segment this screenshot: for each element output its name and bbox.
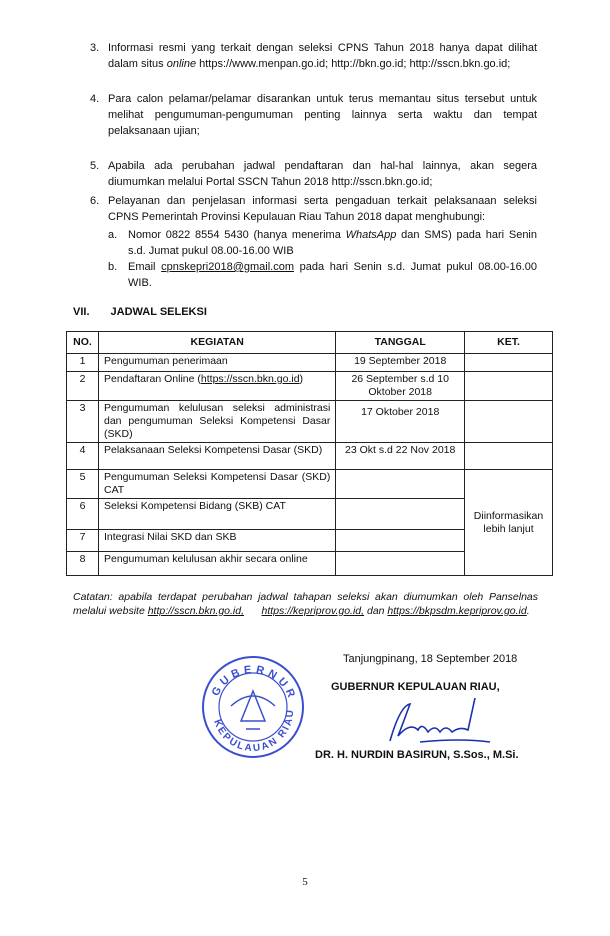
cell-no: 5	[67, 470, 99, 499]
header-no: NO.	[67, 332, 99, 354]
cell-ket	[465, 372, 553, 401]
cell-no: 7	[67, 530, 99, 552]
bkpsdm-link[interactable]: https://bkpsdm.kepriprov.go.id	[387, 605, 527, 617]
cell-kegiatan: Pengumuman kelulusan akhir secara online	[98, 552, 335, 576]
item-text: Apabila ada perubahan jadwal pendaftaran dan hal-hal lainnya, akan segera diumumkan melalui Portal SSCN Tahun 2018 http://sscn.bkn.go.id;	[108, 160, 537, 188]
list-item-6	[90, 193, 537, 291]
signature-block	[66, 652, 553, 772]
note-text: .	[526, 605, 530, 617]
cell-no: 3	[67, 401, 99, 443]
cell-kegiatan	[98, 372, 335, 401]
list-item-5	[90, 158, 537, 190]
item-number: 4.	[90, 93, 100, 105]
header-tanggal: TANGGAL	[336, 332, 465, 354]
signatory-title: GUBERNUR KEPULAUAN RIAU,	[331, 681, 500, 693]
item-text: https://www.menpan.go.id; http://bkn.go.id; http://sscn.bkn.go.id;	[196, 58, 511, 70]
cell-tanggal: 19 September 2018	[336, 354, 465, 372]
cell-tanggal	[336, 552, 465, 576]
cell-kegiatan: Integrasi Nilai SKD dan SKB	[98, 530, 335, 552]
cell-ket-merged: Diinformasikan lebih lanjut	[465, 470, 553, 576]
cell-ket	[465, 354, 553, 372]
item-number: 5.	[90, 160, 100, 172]
item-text: Pelayanan dan penjelasan informasi serta pengaduan terkait pelaksanaan seleksi CPNS Pemerintah Provinsi Kepulauan Riau Tahun 2018 dapat menghubungi:	[108, 195, 537, 223]
cell-kegiatan: Seleksi Kompetensi Bidang (SKB) CAT	[98, 499, 335, 530]
item-text: Para calon pelamar/pelamar disarankan untuk terus memantau situs tersebut untuk melihat pengumuman-pengumuman penting lainnya serta waktu dan tempat pelaksanaan ujian;	[108, 93, 537, 137]
table-header-row	[67, 332, 553, 354]
svg-text:GUBERNUR: GUBERNUR	[209, 663, 299, 703]
note	[73, 590, 538, 618]
section-number: VII.	[73, 306, 90, 318]
cell-no: 2	[67, 372, 99, 401]
place-date: Tanjungpinang, 18 September 2018	[343, 653, 518, 665]
email-link[interactable]: cpnskepri2018@gmail.com	[161, 261, 294, 273]
note-text: Catatan: apabila terdapat perubahan jadwal tahapan seleksi akan diumumkan oleh Panselnas melalui website	[73, 591, 538, 617]
section-heading	[73, 305, 553, 319]
item-number: 3.	[90, 42, 100, 54]
cell-text: )	[299, 373, 304, 385]
table-row	[67, 354, 553, 372]
section-title: JADWAL SELEKSI	[110, 306, 207, 318]
sub-text: Email	[128, 261, 162, 273]
cell-text: Pendaftaran Online (	[103, 373, 201, 385]
sub-text: pada hari Senin s.d. Jumat pukul 08.00-16.00 WIB.	[128, 261, 538, 289]
cell-no: 4	[67, 443, 99, 470]
note-text: dan	[364, 605, 388, 617]
cell-no: 1	[67, 354, 99, 372]
sub-item-b	[108, 259, 537, 291]
cell-no: 8	[67, 552, 99, 576]
cell-no: 6	[67, 499, 99, 530]
info-list	[90, 40, 537, 291]
header-ket: KET.	[465, 332, 553, 354]
sscn-link[interactable]: http://sscn.bkn.go.id,	[147, 605, 245, 617]
cell-kegiatan: Pelaksanaan Seleksi Kompetensi Dasar (SKD)	[98, 443, 335, 470]
list-item-4	[90, 91, 537, 139]
sub-item-a	[108, 227, 537, 259]
table-row	[67, 443, 553, 470]
table-row	[67, 372, 553, 401]
svg-text:KEPULAUAN RIAU: KEPULAUAN RIAU	[211, 707, 297, 755]
cell-ket	[465, 443, 553, 470]
cell-kegiatan: Pengumuman Seleksi Kompetensi Dasar (SKD) CAT	[98, 470, 335, 499]
cell-tanggal: 17 Oktober 2018	[336, 401, 465, 443]
page-content	[66, 40, 553, 772]
sub-number: b.	[108, 261, 118, 273]
sub-number: a.	[108, 229, 118, 241]
signatory-name: DR. H. NURDIN BASIRUN, S.Sos., M.Si.	[315, 749, 519, 761]
official-stamp-icon	[198, 652, 308, 762]
sscn-link[interactable]: https://sscn.bkn.go.id	[200, 373, 300, 385]
item-italic: online	[166, 58, 197, 70]
sub-text: dan SMS) pada hari Senin s.d. Jumat pukul 08.00-16.00 WIB	[128, 229, 537, 257]
schedule-table	[66, 331, 553, 576]
cell-tanggal	[336, 530, 465, 552]
item-text: Informasi resmi yang terkait dengan seleksi CPNS Tahun 2018 hanya dapat dilihat dalam situs	[108, 42, 537, 70]
header-kegiatan: KEGIATAN	[98, 332, 335, 354]
cell-tanggal: 23 Okt s.d 22 Nov 2018	[336, 443, 465, 470]
cell-tanggal: 26 September s.d 10 Oktober 2018	[336, 372, 465, 401]
cell-ket	[465, 401, 553, 443]
table-row	[67, 401, 553, 443]
handwritten-signature-icon	[380, 696, 500, 746]
cell-tanggal	[336, 470, 465, 499]
cell-kegiatan: Pengumuman kelulusan seleksi administrasi dan pengumuman Seleksi Kompetensi Dasar (SKD)	[98, 401, 335, 443]
kepriprov-link[interactable]: https://kepriprov.go.id,	[261, 605, 365, 617]
cell-kegiatan: Pengumuman penerimaan	[98, 354, 335, 372]
table-row	[67, 470, 553, 499]
list-item-3	[90, 40, 537, 72]
item-number: 6.	[90, 195, 100, 207]
page-number: 5	[302, 876, 308, 888]
cell-tanggal	[336, 499, 465, 530]
sub-italic: WhatsApp	[345, 229, 397, 241]
sub-text: Nomor 0822 8554 5430 (hanya menerima	[128, 229, 346, 241]
